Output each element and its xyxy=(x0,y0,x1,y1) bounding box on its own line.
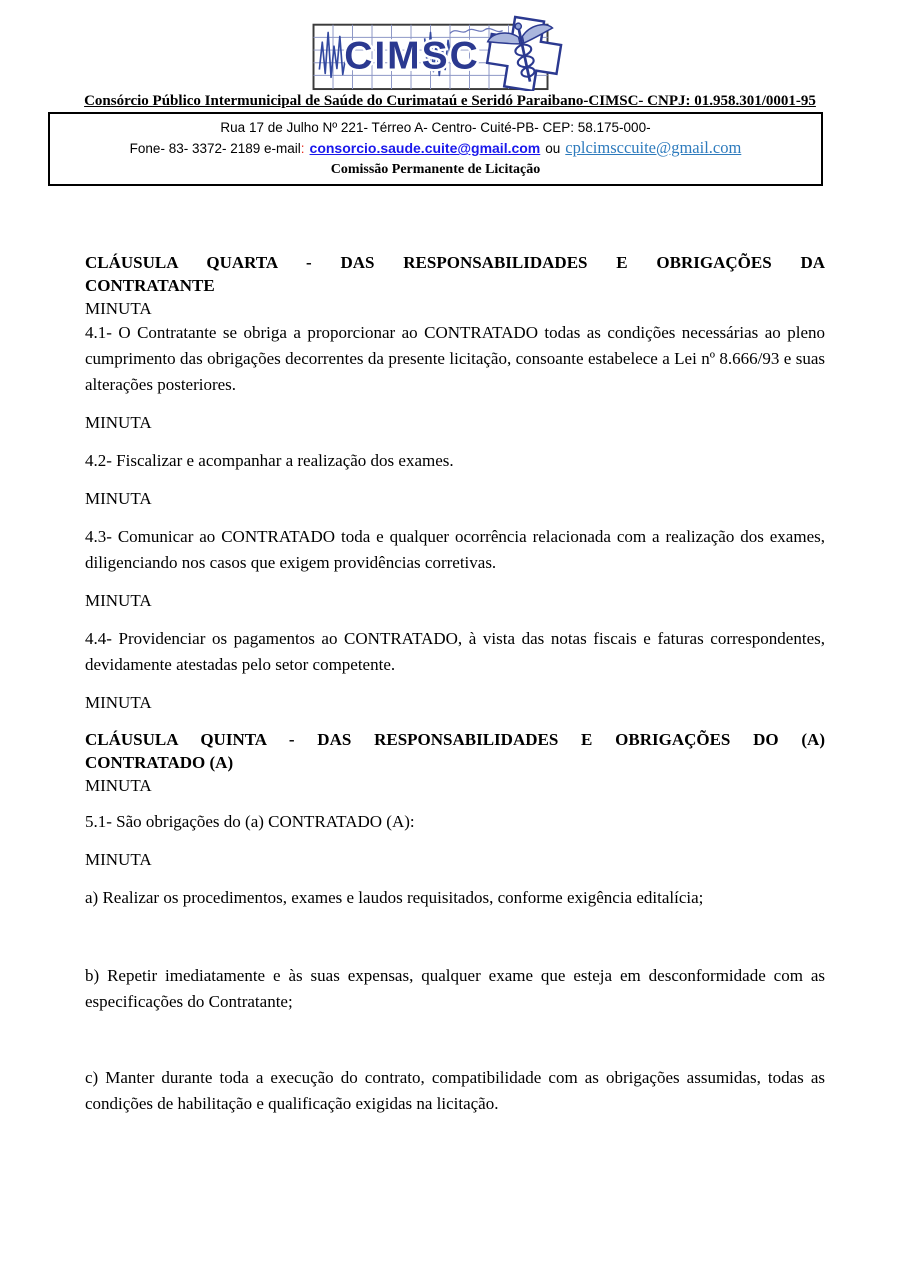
clause4-heading-line2: CONTRATANTE xyxy=(85,276,215,295)
minuta-label: MINUTA xyxy=(85,413,152,432)
clause5-heading-line2: CONTRATADO (A) xyxy=(85,753,234,772)
cimsc-acronym: CIMSC xyxy=(343,34,480,78)
minuta-label: MINUTA xyxy=(85,591,152,610)
clause5-heading-line1: CLÁUSULA QUINTA - DAS RESPONSABILIDADES E OBRIGAÇÕES DO (A) xyxy=(85,730,825,749)
paragraph-4-1: 4.1- O Contratante se obriga a proporcionar ao CONTRATADO todas as condições necessárias ao pleno cumprimento das obrigações decorrentes da presente licitação, consoante estabelece a Lei nº 8.666/93 e suas alterações posteriores. xyxy=(85,323,825,394)
obligation-item-c: c) Manter durante toda a execução do contrato, compatibilidade com as obrigações assumidas, todas as condições de habilitação e qualificação exigidas na licitação. xyxy=(85,1068,825,1113)
committee-label: Comissão Permanente de Licitação xyxy=(330,162,541,177)
paragraph-4-4: 4.4- Providenciar os pagamentos ao CONTRATADO, à vista das notas fiscais e faturas correspondentes, devidamente atestadas pelo setor competente. xyxy=(85,629,825,674)
clause4-heading-line1: CLÁUSULA QUARTA - DAS RESPONSABILIDADES E OBRIGAÇÕES DA xyxy=(85,253,825,272)
minuta-label: MINUTA xyxy=(85,693,152,712)
address-line: Rua 17 de Julho Nº 221- Térreo A- Centro- Cuité-PB- CEP: 58.175-000- xyxy=(220,120,651,135)
secondary-email-link[interactable]: cplcimsccuite@gmail.com xyxy=(565,138,742,157)
obligation-item-a: a) Realizar os procedimentos, exames e laudos requisitados, conforme exigência editalícia; xyxy=(85,888,704,907)
phone-email-line xyxy=(58,137,813,160)
paragraph-4-2: 4.2- Fiscalizar e acompanhar a realização dos exames. xyxy=(85,451,454,470)
contact-info-box xyxy=(48,112,823,186)
minuta-label: MINUTA xyxy=(85,850,152,869)
letterhead xyxy=(0,0,900,186)
document-body xyxy=(0,186,900,1117)
cimsc-logo xyxy=(308,13,593,91)
minuta-label: MINUTA xyxy=(85,489,152,508)
email-conjunction: ou xyxy=(545,141,561,156)
minuta-label: MINUTA xyxy=(85,776,152,795)
email-colon: : xyxy=(300,141,305,156)
paragraph-4-3: 4.3- Comunicar ao CONTRATADO toda e qualquer ocorrência relacionada com a realização dos exames, diligenciando nos casos que exigem providências corretivas. xyxy=(85,527,825,572)
minuta-label: MINUTA xyxy=(85,299,152,318)
organization-title: Consórcio Público Intermunicipal de Saúde do Curimataú e Seridó Paraibano-CIMSC- CNPJ: 01.958.301/0001-95 xyxy=(84,93,816,109)
primary-email-link[interactable]: consorcio.saude.cuite@gmail.com xyxy=(309,140,541,156)
obligation-item-b: b) Repetir imediatamente e às suas expensas, qualquer exame que esteja em desconformidade com as especificações do Contratante; xyxy=(85,966,825,1011)
phone-label: Fone- 83- 3372- 2189 e-mail xyxy=(129,141,301,156)
cimsc-logo-graphic xyxy=(308,13,593,91)
paragraph-5-1: 5.1- São obrigações do (a) CONTRATADO (A): xyxy=(85,812,415,831)
